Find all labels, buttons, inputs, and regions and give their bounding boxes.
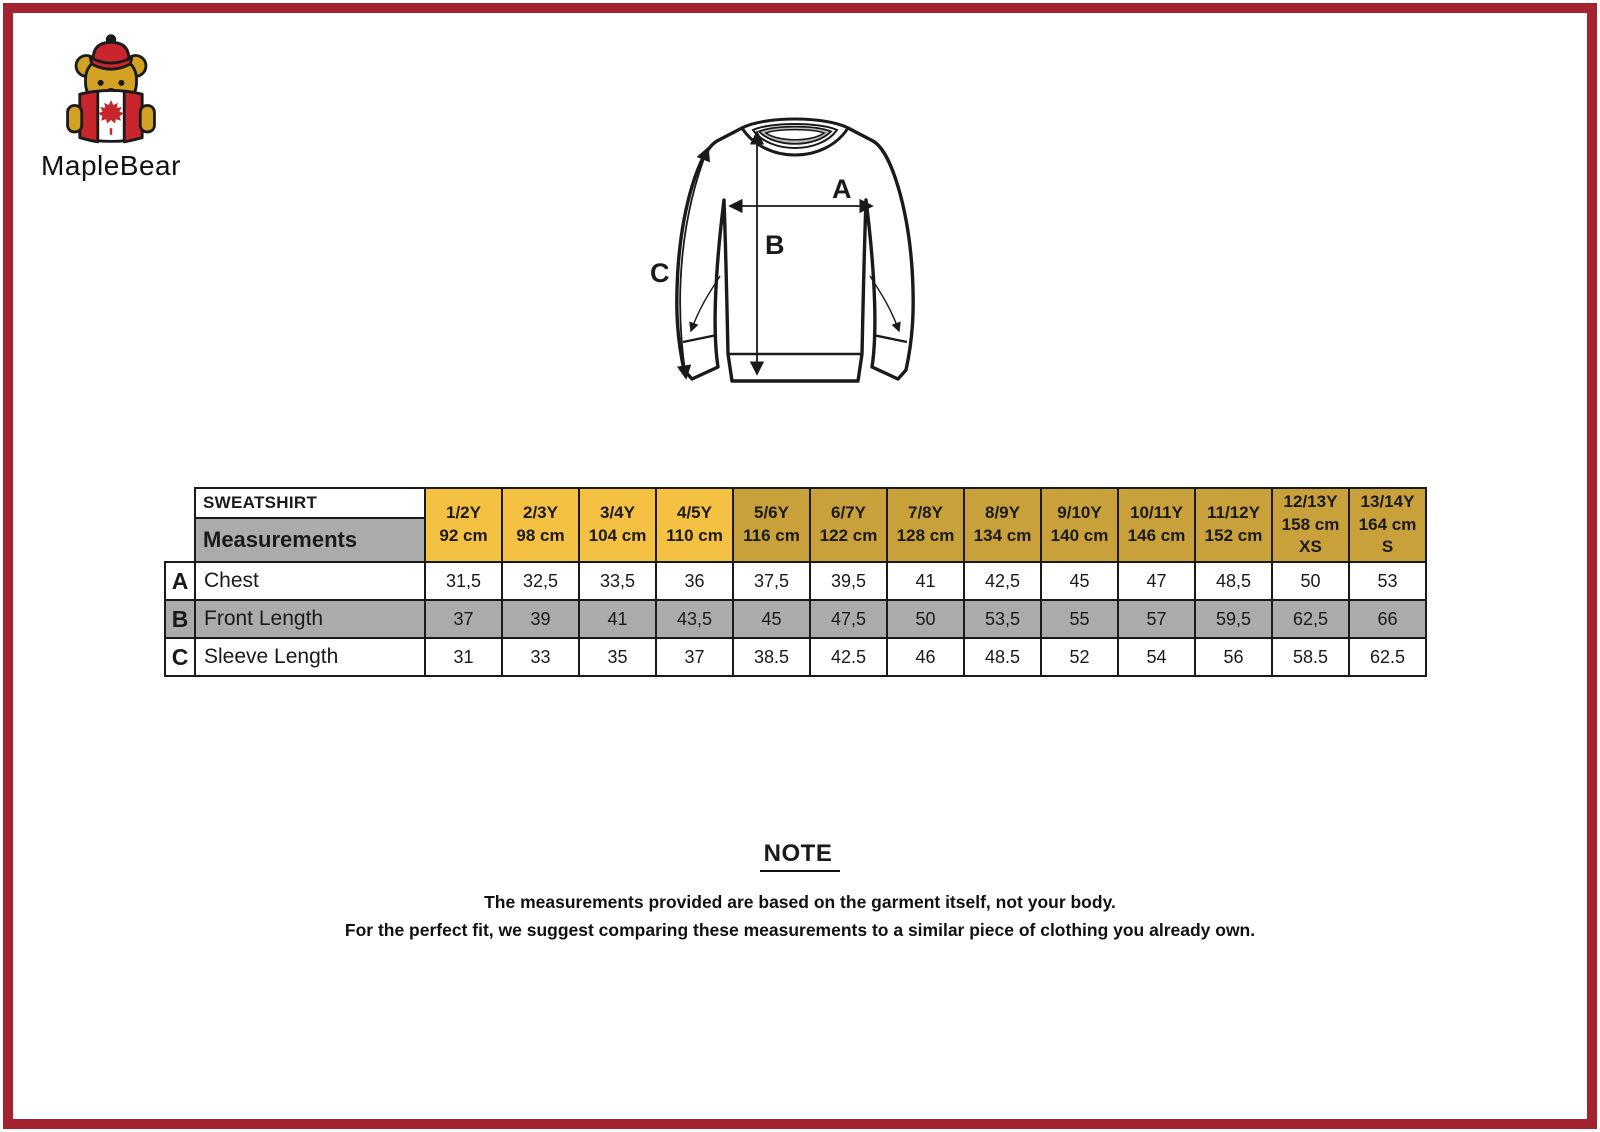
size-column-header xyxy=(656,488,733,562)
size-age: 10/11Y xyxy=(1130,503,1183,523)
measurement-value-cell: 45 xyxy=(733,600,810,638)
brand-logo xyxy=(38,30,184,182)
measurement-name-cell: Front Length xyxy=(195,600,425,638)
diagram-label-b: B xyxy=(765,230,785,260)
measurement-value-cell: 37,5 xyxy=(733,562,810,600)
measurement-name-cell: Sleeve Length xyxy=(195,638,425,676)
size-age: 13/14Y xyxy=(1360,491,1415,511)
sweatshirt-outline-icon xyxy=(620,88,970,400)
measurement-value-cell: 47,5 xyxy=(810,600,887,638)
size-column-header xyxy=(579,488,656,562)
note-section xyxy=(0,840,1600,944)
measurement-value-cell: 46 xyxy=(887,638,964,676)
measurement-name-cell: Chest xyxy=(195,562,425,600)
brand-name: MapleBear xyxy=(41,150,181,181)
measurement-letter-cell: C xyxy=(165,638,195,676)
measurement-value-cell: 48,5 xyxy=(1195,562,1272,600)
maplebear-bear-icon xyxy=(58,30,164,148)
size-column-header xyxy=(1349,488,1426,562)
diagram-label-a: A xyxy=(832,174,852,204)
measurement-value-cell: 62.5 xyxy=(1349,638,1426,676)
size-age: 11/12Y xyxy=(1207,503,1260,523)
size-column-header xyxy=(964,488,1041,562)
measurement-value-cell: 54 xyxy=(1118,638,1195,676)
size-height-cm: 122 cm xyxy=(819,526,878,545)
size-column-header xyxy=(502,488,579,562)
measurement-value-cell: 47 xyxy=(1118,562,1195,600)
size-column-header xyxy=(425,488,502,562)
size-height-cm: 104 cm xyxy=(588,526,647,545)
note-line-2: For the perfect fit, we suggest comparing these measurements to a similar piece of clothing you already own. xyxy=(344,920,1256,940)
size-column-header xyxy=(1272,488,1349,562)
size-height-cm: 146 cm xyxy=(1127,526,1186,545)
size-height-cm: 152 cm xyxy=(1204,526,1263,545)
size-code: XS xyxy=(1299,537,1322,557)
measurement-value-cell: 66 xyxy=(1349,600,1426,638)
size-age: 8/9Y xyxy=(985,503,1020,523)
measurement-value-cell: 41 xyxy=(887,562,964,600)
measurement-value-cell: 52 xyxy=(1041,638,1118,676)
measurement-value-cell: 50 xyxy=(1272,562,1349,600)
size-height-cm: 92 cm xyxy=(439,526,488,545)
measurement-value-cell: 59,5 xyxy=(1195,600,1272,638)
size-column-header xyxy=(810,488,887,562)
measurement-value-cell: 58.5 xyxy=(1272,638,1349,676)
measurement-value-cell: 41 xyxy=(579,600,656,638)
size-height-cm: 128 cm xyxy=(896,526,955,545)
measurement-value-cell: 57 xyxy=(1118,600,1195,638)
measurement-value-cell: 39 xyxy=(502,600,579,638)
measurement-value-cell: 53,5 xyxy=(964,600,1041,638)
measurement-value-cell: 50 xyxy=(887,600,964,638)
size-height-cm: 164 cm xyxy=(1358,514,1417,534)
table-row xyxy=(165,562,1426,600)
size-age: 12/13Y xyxy=(1283,491,1338,511)
product-label-cell: SWEATSHIRT xyxy=(195,488,425,518)
measurement-value-cell: 39,5 xyxy=(810,562,887,600)
size-height-cm: 116 cm xyxy=(743,526,800,545)
sweatshirt-diagram xyxy=(620,88,970,400)
note-title: NOTE xyxy=(760,840,841,872)
measurement-value-cell: 53 xyxy=(1349,562,1426,600)
size-code: S xyxy=(1381,537,1394,557)
note-line-1: The measurements provided are based on the garment itself, not your body. xyxy=(484,892,1116,912)
measurement-value-cell: 62,5 xyxy=(1272,600,1349,638)
measurement-value-cell: 32,5 xyxy=(502,562,579,600)
measurement-value-cell: 36 xyxy=(656,562,733,600)
measurement-value-cell: 55 xyxy=(1041,600,1118,638)
measurement-value-cell: 38.5 xyxy=(733,638,810,676)
size-age: 5/6Y xyxy=(754,503,789,523)
measurement-value-cell: 33,5 xyxy=(579,562,656,600)
size-column-header xyxy=(1195,488,1272,562)
measurement-value-cell: 35 xyxy=(579,638,656,676)
measurement-value-cell: 42,5 xyxy=(964,562,1041,600)
measurement-value-cell: 33 xyxy=(502,638,579,676)
size-age: 3/4Y xyxy=(600,503,635,523)
measurement-value-cell: 37 xyxy=(425,600,502,638)
size-column-header xyxy=(1118,488,1195,562)
measurement-value-cell: 56 xyxy=(1195,638,1272,676)
size-column-header xyxy=(733,488,810,562)
size-height-cm: 140 cm xyxy=(1050,526,1109,545)
measurement-value-cell: 43,5 xyxy=(656,600,733,638)
size-age: 2/3Y xyxy=(523,503,558,523)
size-table xyxy=(164,487,1427,677)
table-corner-spacer xyxy=(165,488,195,562)
measurement-letter-cell: A xyxy=(165,562,195,600)
measurement-value-cell: 31 xyxy=(425,638,502,676)
size-height-cm: 134 cm xyxy=(973,526,1032,545)
size-age: 1/2Y xyxy=(446,503,481,523)
measurement-value-cell: 48.5 xyxy=(964,638,1041,676)
measurement-letter-cell: B xyxy=(165,600,195,638)
measurement-value-cell: 37 xyxy=(656,638,733,676)
size-column-header xyxy=(1041,488,1118,562)
size-age: 7/8Y xyxy=(908,503,943,523)
size-column-header xyxy=(887,488,964,562)
size-height-cm: 98 cm xyxy=(516,526,565,545)
table-row xyxy=(165,638,1426,676)
size-age: 6/7Y xyxy=(831,503,866,523)
table-row xyxy=(165,600,1426,638)
size-age: 9/10Y xyxy=(1057,503,1102,523)
measurements-label-cell: Measurements xyxy=(195,518,425,562)
measurement-value-cell: 42.5 xyxy=(810,638,887,676)
measurement-value-cell: 31,5 xyxy=(425,562,502,600)
size-age: 4/5Y xyxy=(677,503,712,523)
measurement-value-cell: 45 xyxy=(1041,562,1118,600)
size-height-cm: 110 cm xyxy=(666,526,723,545)
diagram-label-c: C xyxy=(650,258,670,288)
size-height-cm: 158 cm xyxy=(1281,514,1340,534)
